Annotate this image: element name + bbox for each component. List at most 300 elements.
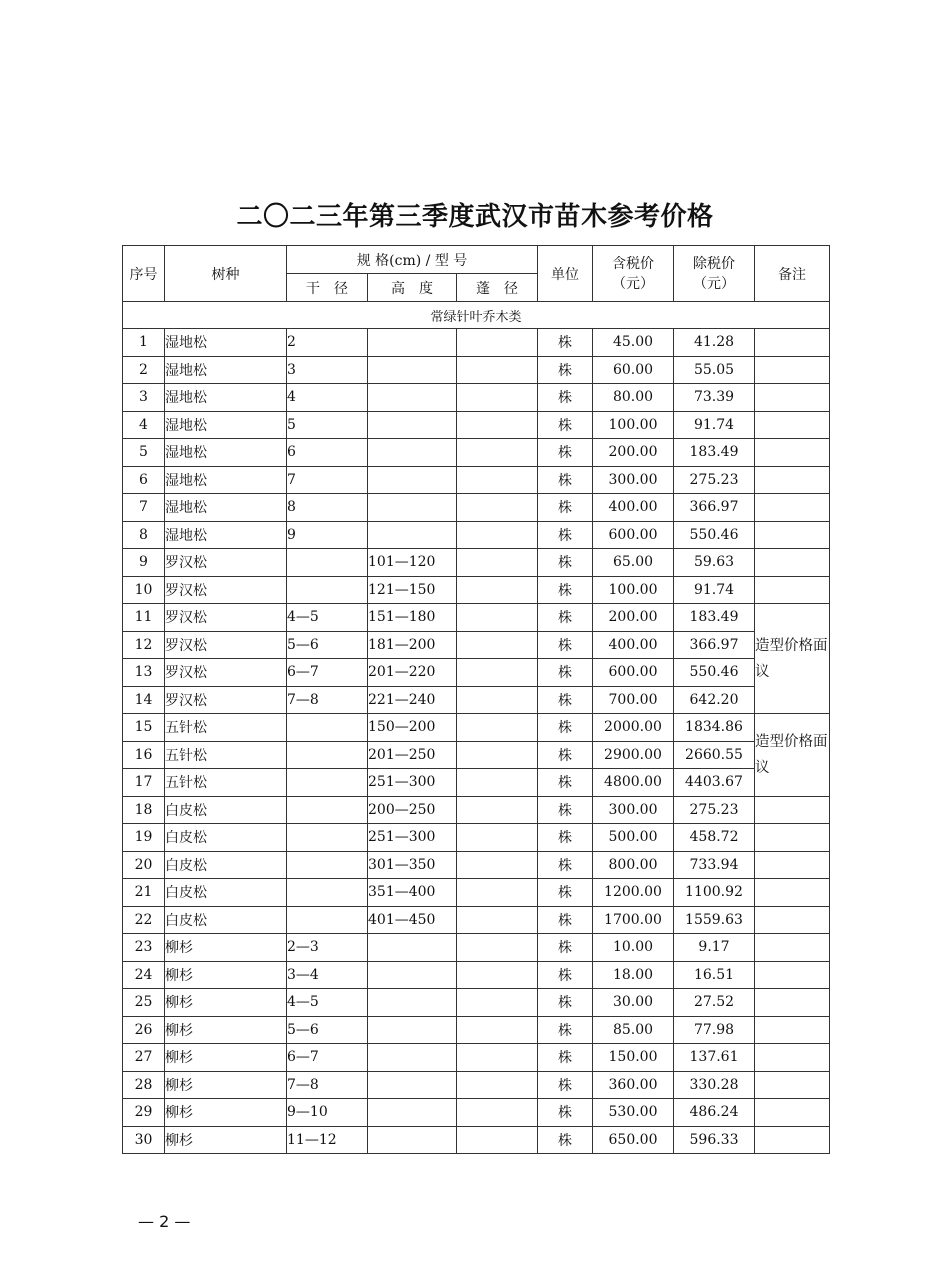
row-trunk (287, 824, 368, 852)
row-seq: 20 (123, 851, 165, 879)
row-crown (457, 466, 538, 494)
row-seq: 13 (123, 659, 165, 687)
row-price-tax: 1700.00 (593, 906, 674, 934)
row-height (368, 521, 457, 549)
row-crown (457, 879, 538, 907)
row-unit: 株 (538, 549, 593, 577)
row-species: 柳杉 (165, 1016, 287, 1044)
row-height: 200—250 (368, 796, 457, 824)
row-price-tax: 4800.00 (593, 769, 674, 797)
row-height (368, 384, 457, 412)
row-height: 401—450 (368, 906, 457, 934)
row-species: 湿地松 (165, 439, 287, 467)
row-crown (457, 1016, 538, 1044)
row-price-notax: 91.74 (674, 411, 755, 439)
row-species: 罗汉松 (165, 686, 287, 714)
row-price-notax: 1559.63 (674, 906, 755, 934)
row-price-tax: 85.00 (593, 1016, 674, 1044)
row-crown (457, 549, 538, 577)
row-height: 201—250 (368, 741, 457, 769)
row-species: 罗汉松 (165, 604, 287, 632)
row-price-notax: 596.33 (674, 1126, 755, 1154)
row-price-tax: 1200.00 (593, 879, 674, 907)
table-row (123, 714, 830, 742)
row-trunk (287, 741, 368, 769)
row-remark (755, 906, 830, 934)
row-species: 柳杉 (165, 1126, 287, 1154)
row-unit: 株 (538, 686, 593, 714)
row-trunk: 9—10 (287, 1099, 368, 1127)
document-title: 二〇二三年第三季度武汉市苗木参考价格 (236, 202, 714, 232)
row-remark (755, 1071, 830, 1099)
row-price-tax: 650.00 (593, 1126, 674, 1154)
row-species: 柳杉 (165, 961, 287, 989)
row-remark (755, 961, 830, 989)
table-row (123, 576, 830, 604)
row-unit: 株 (538, 824, 593, 852)
row-species: 柳杉 (165, 934, 287, 962)
table-row (123, 1071, 830, 1099)
row-species: 柳杉 (165, 1044, 287, 1072)
row-height: 251—300 (368, 824, 457, 852)
table-row (123, 851, 830, 879)
row-seq: 12 (123, 631, 165, 659)
row-crown (457, 439, 538, 467)
table-row (123, 329, 830, 357)
header-price-tax-label: 含税价 (612, 255, 654, 272)
row-price-notax: 1100.92 (674, 879, 755, 907)
row-price-tax: 65.00 (593, 549, 674, 577)
row-crown (457, 851, 538, 879)
row-price-notax: 41.28 (674, 329, 755, 357)
row-seq: 28 (123, 1071, 165, 1099)
table-row (123, 1016, 830, 1044)
row-seq: 24 (123, 961, 165, 989)
row-species: 罗汉松 (165, 549, 287, 577)
row-seq: 11 (123, 604, 165, 632)
row-unit: 株 (538, 769, 593, 797)
row-height: 251—300 (368, 769, 457, 797)
row-species: 白皮松 (165, 879, 287, 907)
row-price-notax: 77.98 (674, 1016, 755, 1044)
row-unit: 株 (538, 631, 593, 659)
row-height: 201—220 (368, 659, 457, 687)
row-remark (755, 494, 830, 522)
row-price-tax: 300.00 (593, 466, 674, 494)
row-price-notax: 275.23 (674, 796, 755, 824)
row-species: 湿地松 (165, 356, 287, 384)
row-species: 白皮松 (165, 796, 287, 824)
row-seq: 22 (123, 906, 165, 934)
table-row (123, 494, 830, 522)
row-trunk: 6 (287, 439, 368, 467)
category-row (123, 302, 830, 329)
row-height: 301—350 (368, 851, 457, 879)
row-unit: 株 (538, 576, 593, 604)
row-seq: 9 (123, 549, 165, 577)
row-trunk (287, 549, 368, 577)
row-seq: 15 (123, 714, 165, 742)
header-unit: 单位 (538, 246, 593, 302)
row-unit: 株 (538, 411, 593, 439)
table-row (123, 466, 830, 494)
row-seq: 23 (123, 934, 165, 962)
row-seq: 8 (123, 521, 165, 549)
row-price-notax: 366.97 (674, 631, 755, 659)
row-height (368, 989, 457, 1017)
row-price-notax: 330.28 (674, 1071, 755, 1099)
row-seq: 7 (123, 494, 165, 522)
row-trunk (287, 769, 368, 797)
row-seq: 6 (123, 466, 165, 494)
row-crown (457, 1071, 538, 1099)
row-crown (457, 1126, 538, 1154)
row-unit: 株 (538, 494, 593, 522)
row-unit: 株 (538, 796, 593, 824)
row-unit: 株 (538, 934, 593, 962)
row-remark (755, 411, 830, 439)
row-species: 罗汉松 (165, 631, 287, 659)
row-trunk (287, 851, 368, 879)
row-trunk (287, 714, 368, 742)
table-row (123, 741, 830, 769)
row-species: 罗汉松 (165, 659, 287, 687)
row-remark (755, 576, 830, 604)
row-height: 221—240 (368, 686, 457, 714)
row-crown (457, 631, 538, 659)
row-price-tax: 200.00 (593, 604, 674, 632)
row-seq: 14 (123, 686, 165, 714)
row-seq: 19 (123, 824, 165, 852)
table-row (123, 631, 830, 659)
row-height (368, 329, 457, 357)
row-seq: 1 (123, 329, 165, 357)
row-trunk: 6—7 (287, 1044, 368, 1072)
header-height: 高 度 (368, 274, 457, 302)
row-unit: 株 (538, 1071, 593, 1099)
page-number: — 2 — (138, 1212, 191, 1231)
row-crown (457, 604, 538, 632)
row-unit: 株 (538, 879, 593, 907)
row-unit: 株 (538, 1044, 593, 1072)
row-species: 湿地松 (165, 494, 287, 522)
row-trunk: 5 (287, 411, 368, 439)
row-seq: 27 (123, 1044, 165, 1072)
row-price-notax: 137.61 (674, 1044, 755, 1072)
table-row (123, 961, 830, 989)
row-trunk: 8 (287, 494, 368, 522)
row-seq: 3 (123, 384, 165, 412)
row-crown (457, 1099, 538, 1127)
header-price-tax-unit: （元） (612, 275, 654, 292)
table-row (123, 1126, 830, 1154)
table-row (123, 934, 830, 962)
row-trunk: 11—12 (287, 1126, 368, 1154)
row-unit: 株 (538, 521, 593, 549)
row-remark (755, 1044, 830, 1072)
row-height (368, 1071, 457, 1099)
row-species: 湿地松 (165, 329, 287, 357)
row-height (368, 439, 457, 467)
row-species: 五针松 (165, 714, 287, 742)
row-height (368, 466, 457, 494)
row-height: 181—200 (368, 631, 457, 659)
row-species: 湿地松 (165, 384, 287, 412)
row-price-tax: 45.00 (593, 329, 674, 357)
row-remark (755, 824, 830, 852)
row-height (368, 356, 457, 384)
category-label: 常绿针叶乔木类 (123, 302, 830, 329)
row-trunk: 2 (287, 329, 368, 357)
row-seq: 29 (123, 1099, 165, 1127)
row-height: 351—400 (368, 879, 457, 907)
header-remark: 备注 (755, 246, 830, 302)
row-seq: 2 (123, 356, 165, 384)
row-unit: 株 (538, 1126, 593, 1154)
row-price-notax: 91.74 (674, 576, 755, 604)
row-height (368, 1044, 457, 1072)
row-remark (755, 934, 830, 962)
row-remark (755, 851, 830, 879)
row-seq: 10 (123, 576, 165, 604)
row-crown (457, 329, 538, 357)
row-price-tax: 600.00 (593, 659, 674, 687)
row-remark (755, 1016, 830, 1044)
header-price-tax (593, 246, 674, 302)
row-crown (457, 659, 538, 687)
row-unit: 株 (538, 906, 593, 934)
row-height (368, 494, 457, 522)
header-trunk: 干 径 (287, 274, 368, 302)
table-row (123, 879, 830, 907)
row-crown (457, 686, 538, 714)
header-price-notax (674, 246, 755, 302)
row-price-tax: 2900.00 (593, 741, 674, 769)
row-trunk: 9 (287, 521, 368, 549)
row-crown (457, 384, 538, 412)
row-price-tax: 300.00 (593, 796, 674, 824)
row-trunk (287, 906, 368, 934)
row-crown (457, 796, 538, 824)
header-crown: 蓬 径 (457, 274, 538, 302)
header-price-notax-label: 除税价 (693, 255, 735, 272)
row-height (368, 934, 457, 962)
row-price-notax: 1834.86 (674, 714, 755, 742)
row-trunk: 7—8 (287, 686, 368, 714)
table-row (123, 384, 830, 412)
row-species: 白皮松 (165, 906, 287, 934)
row-price-notax: 275.23 (674, 466, 755, 494)
row-price-tax: 500.00 (593, 824, 674, 852)
table-row (123, 824, 830, 852)
row-crown (457, 576, 538, 604)
row-price-tax: 150.00 (593, 1044, 674, 1072)
row-unit: 株 (538, 466, 593, 494)
row-price-tax: 600.00 (593, 521, 674, 549)
row-price-tax: 80.00 (593, 384, 674, 412)
row-species: 柳杉 (165, 989, 287, 1017)
row-price-notax: 733.94 (674, 851, 755, 879)
row-seq: 18 (123, 796, 165, 824)
row-price-notax: 486.24 (674, 1099, 755, 1127)
row-remark (755, 989, 830, 1017)
row-height (368, 1099, 457, 1127)
row-price-notax: 550.46 (674, 521, 755, 549)
row-unit: 株 (538, 1016, 593, 1044)
header-spec: 规 格(cm) / 型 号 (287, 246, 538, 274)
row-remark (755, 796, 830, 824)
row-seq: 17 (123, 769, 165, 797)
row-crown (457, 356, 538, 384)
row-remark (755, 439, 830, 467)
row-unit: 株 (538, 714, 593, 742)
row-unit: 株 (538, 741, 593, 769)
table-row (123, 604, 830, 632)
row-species: 柳杉 (165, 1099, 287, 1127)
row-species: 五针松 (165, 741, 287, 769)
row-species: 湿地松 (165, 411, 287, 439)
row-unit: 株 (538, 989, 593, 1017)
row-species: 白皮松 (165, 824, 287, 852)
row-unit: 株 (538, 439, 593, 467)
row-price-notax: 16.51 (674, 961, 755, 989)
row-price-tax: 360.00 (593, 1071, 674, 1099)
row-height (368, 1126, 457, 1154)
row-trunk: 6—7 (287, 659, 368, 687)
price-table (122, 245, 830, 1154)
row-seq: 16 (123, 741, 165, 769)
row-seq: 30 (123, 1126, 165, 1154)
row-crown (457, 741, 538, 769)
row-unit: 株 (538, 659, 593, 687)
row-crown (457, 411, 538, 439)
row-trunk: 2—3 (287, 934, 368, 962)
row-price-tax: 800.00 (593, 851, 674, 879)
row-height: 101—120 (368, 549, 457, 577)
row-seq: 5 (123, 439, 165, 467)
row-remark (755, 356, 830, 384)
row-remark (755, 1126, 830, 1154)
row-trunk: 4—5 (287, 989, 368, 1017)
row-price-tax: 400.00 (593, 631, 674, 659)
table-row (123, 989, 830, 1017)
row-trunk (287, 576, 368, 604)
remark-cell-a: 造型价格面议 (755, 604, 830, 714)
row-price-notax: 550.46 (674, 659, 755, 687)
row-crown (457, 989, 538, 1017)
row-price-tax: 30.00 (593, 989, 674, 1017)
table-row (123, 549, 830, 577)
row-trunk: 7—8 (287, 1071, 368, 1099)
row-seq: 21 (123, 879, 165, 907)
table-row (123, 439, 830, 467)
row-trunk: 3 (287, 356, 368, 384)
header-species: 树种 (165, 246, 287, 302)
row-height: 121—150 (368, 576, 457, 604)
row-price-tax: 100.00 (593, 411, 674, 439)
row-price-tax: 2000.00 (593, 714, 674, 742)
row-unit: 株 (538, 356, 593, 384)
table-row (123, 659, 830, 687)
row-price-notax: 183.49 (674, 439, 755, 467)
row-unit: 株 (538, 384, 593, 412)
row-height (368, 411, 457, 439)
row-crown (457, 769, 538, 797)
row-seq: 4 (123, 411, 165, 439)
row-height: 151—180 (368, 604, 457, 632)
row-remark (755, 879, 830, 907)
table-row (123, 1044, 830, 1072)
row-crown (457, 906, 538, 934)
table-row (123, 769, 830, 797)
row-trunk: 3—4 (287, 961, 368, 989)
row-species: 湿地松 (165, 521, 287, 549)
row-price-tax: 530.00 (593, 1099, 674, 1127)
row-unit: 株 (538, 1099, 593, 1127)
row-trunk (287, 879, 368, 907)
row-price-tax: 10.00 (593, 934, 674, 962)
row-price-notax: 642.20 (674, 686, 755, 714)
row-price-tax: 100.00 (593, 576, 674, 604)
remark-cell-b: 造型价格面议 (755, 714, 830, 797)
row-species: 柳杉 (165, 1071, 287, 1099)
row-price-tax: 200.00 (593, 439, 674, 467)
row-trunk (287, 796, 368, 824)
row-crown (457, 961, 538, 989)
row-trunk: 5—6 (287, 1016, 368, 1044)
row-price-tax: 700.00 (593, 686, 674, 714)
table-row (123, 521, 830, 549)
row-unit: 株 (538, 961, 593, 989)
row-price-notax: 55.05 (674, 356, 755, 384)
row-crown (457, 714, 538, 742)
row-crown (457, 1044, 538, 1072)
row-trunk: 7 (287, 466, 368, 494)
row-crown (457, 521, 538, 549)
row-species: 罗汉松 (165, 576, 287, 604)
row-price-notax: 183.49 (674, 604, 755, 632)
row-unit: 株 (538, 851, 593, 879)
row-price-tax: 400.00 (593, 494, 674, 522)
header-seq: 序号 (123, 246, 165, 302)
row-species: 白皮松 (165, 851, 287, 879)
header-price-notax-unit: （元） (693, 275, 735, 292)
row-remark (755, 384, 830, 412)
row-height (368, 1016, 457, 1044)
table-row (123, 686, 830, 714)
row-price-notax: 2660.55 (674, 741, 755, 769)
row-trunk: 4—5 (287, 604, 368, 632)
row-trunk: 5—6 (287, 631, 368, 659)
row-unit: 株 (538, 604, 593, 632)
row-remark (755, 521, 830, 549)
row-price-notax: 4403.67 (674, 769, 755, 797)
row-price-tax: 18.00 (593, 961, 674, 989)
row-seq: 25 (123, 989, 165, 1017)
row-species: 湿地松 (165, 466, 287, 494)
row-crown (457, 934, 538, 962)
table-row (123, 1099, 830, 1127)
row-species: 五针松 (165, 769, 287, 797)
row-remark (755, 549, 830, 577)
row-price-notax: 458.72 (674, 824, 755, 852)
table-row (123, 411, 830, 439)
header-row-1 (123, 246, 830, 274)
row-crown (457, 824, 538, 852)
table-row (123, 796, 830, 824)
row-price-notax: 73.39 (674, 384, 755, 412)
row-seq: 26 (123, 1016, 165, 1044)
